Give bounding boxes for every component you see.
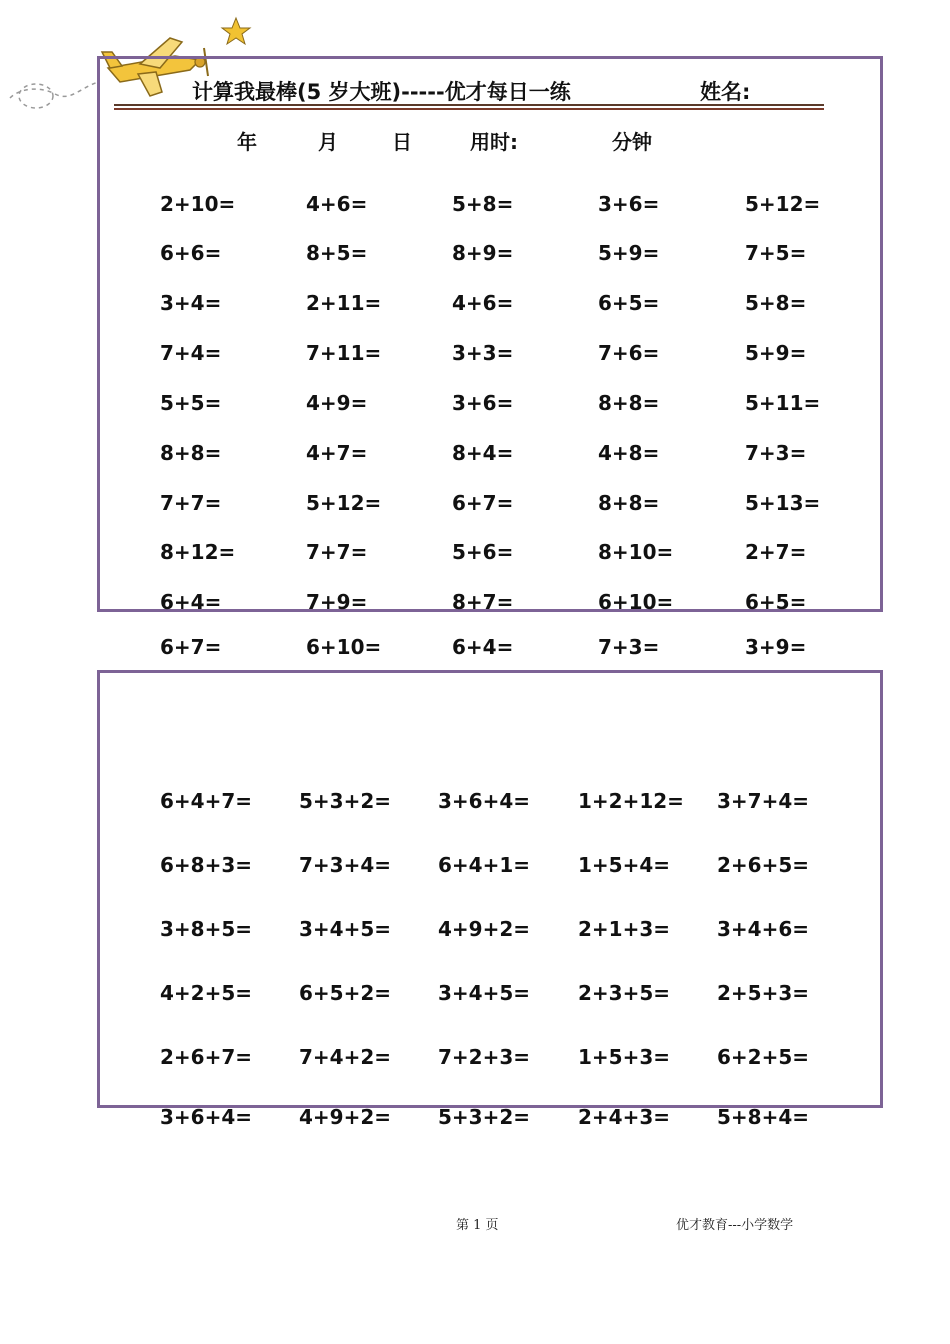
day-label: 日	[392, 130, 412, 154]
problem-item: 3+6+4=	[438, 789, 531, 813]
problem-item: 6+5+2=	[299, 981, 392, 1005]
problem-item: 5+8+4=	[717, 1105, 810, 1129]
problem-item: 8+7=	[452, 590, 514, 614]
problem-item: 7+6=	[598, 341, 660, 365]
title-rule	[114, 104, 824, 106]
problem-item: 4+9+2=	[438, 917, 531, 941]
problem-item: 5+5=	[160, 391, 222, 415]
problem-item: 7+9=	[306, 590, 368, 614]
problem-item: 5+11=	[745, 391, 821, 415]
problem-item: 8+4=	[452, 441, 514, 465]
problem-item: 6+7=	[452, 491, 514, 515]
month-label: 月	[318, 130, 338, 154]
problem-item: 5+3+2=	[438, 1105, 531, 1129]
problem-item: 3+6=	[452, 391, 514, 415]
star-icon	[222, 18, 250, 44]
problem-item: 3+8+5=	[160, 917, 253, 941]
problem-item: 3+3=	[452, 341, 514, 365]
problem-item: 5+12=	[745, 192, 821, 216]
problem-item: 2+7=	[745, 540, 807, 564]
problem-item: 3+6+4=	[160, 1105, 253, 1129]
problem-item: 3+4+5=	[438, 981, 531, 1005]
problem-item: 8+12=	[160, 540, 236, 564]
year-label: 年	[237, 130, 257, 154]
problem-item: 4+9=	[306, 391, 368, 415]
problem-item: 3+7+4=	[717, 789, 810, 813]
problem-item: 7+2+3=	[438, 1045, 531, 1069]
problem-item: 8+8=	[160, 441, 222, 465]
problem-item: 1+5+3=	[578, 1045, 671, 1069]
page-number: 第 1 页	[456, 1218, 499, 1233]
problem-item: 7+3+4=	[299, 853, 392, 877]
problem-item: 2+5+3=	[717, 981, 810, 1005]
problem-item: 5+6=	[452, 540, 514, 564]
problem-item: 6+4+7=	[160, 789, 253, 813]
title-rule-secondary	[114, 108, 824, 110]
problem-item: 5+12=	[306, 491, 382, 515]
problem-item: 3+4+5=	[299, 917, 392, 941]
problem-item: 7+4+2=	[299, 1045, 392, 1069]
problem-item: 6+7=	[160, 635, 222, 659]
problem-item: 2+4+3=	[578, 1105, 671, 1129]
problem-item: 2+6+5=	[717, 853, 810, 877]
worksheet-title: 计算我最棒(5 岁大班)-----优才每日一练	[192, 80, 571, 104]
problem-item: 7+3=	[745, 441, 807, 465]
problem-item: 8+8=	[598, 491, 660, 515]
problem-item: 4+6=	[306, 192, 368, 216]
name-label: 姓名:	[700, 80, 751, 104]
problem-item: 2+1+3=	[578, 917, 671, 941]
problem-item: 7+7=	[160, 491, 222, 515]
problem-item: 8+10=	[598, 540, 674, 564]
problem-item: 5+3+2=	[299, 789, 392, 813]
problem-item: 3+6=	[598, 192, 660, 216]
problem-item: 6+5=	[598, 291, 660, 315]
problem-item: 7+5=	[745, 241, 807, 265]
problem-item: 2+6+7=	[160, 1045, 253, 1069]
problem-item: 6+8+3=	[160, 853, 253, 877]
problem-item: 6+4=	[160, 590, 222, 614]
problem-item: 6+4+1=	[438, 853, 531, 877]
problem-item: 5+8=	[745, 291, 807, 315]
problem-item: 7+11=	[306, 341, 382, 365]
problem-item: 6+6=	[160, 241, 222, 265]
problem-item: 4+8=	[598, 441, 660, 465]
problem-item: 4+6=	[452, 291, 514, 315]
problem-item: 3+9=	[745, 635, 807, 659]
section2-frame	[97, 670, 883, 1108]
problem-item: 7+4=	[160, 341, 222, 365]
problem-item: 2+11=	[306, 291, 382, 315]
problem-item: 6+5=	[745, 590, 807, 614]
problem-item: 7+3=	[598, 635, 660, 659]
problem-item: 6+10=	[306, 635, 382, 659]
problem-item: 6+2+5=	[717, 1045, 810, 1069]
problem-item: 8+9=	[452, 241, 514, 265]
time-label: 用时:	[470, 130, 518, 154]
problem-item: 2+3+5=	[578, 981, 671, 1005]
problem-item: 5+9=	[598, 241, 660, 265]
footer-brand: 优才教育---小学数学	[676, 1218, 794, 1233]
problem-item: 5+8=	[452, 192, 514, 216]
problem-item: 4+9+2=	[299, 1105, 392, 1129]
problem-item: 8+5=	[306, 241, 368, 265]
problem-item: 3+4+6=	[717, 917, 810, 941]
problem-item: 7+7=	[306, 540, 368, 564]
problem-item: 6+4=	[452, 635, 514, 659]
problem-item: 2+10=	[160, 192, 236, 216]
problem-item: 1+2+12=	[578, 789, 684, 813]
problem-item: 4+7=	[306, 441, 368, 465]
problem-item: 3+4=	[160, 291, 222, 315]
problem-item: 5+13=	[745, 491, 821, 515]
minute-label: 分钟	[612, 130, 652, 154]
problem-item: 5+9=	[745, 341, 807, 365]
problem-item: 8+8=	[598, 391, 660, 415]
problem-item: 1+5+4=	[578, 853, 671, 877]
problem-item: 6+10=	[598, 590, 674, 614]
problem-item: 4+2+5=	[160, 981, 253, 1005]
